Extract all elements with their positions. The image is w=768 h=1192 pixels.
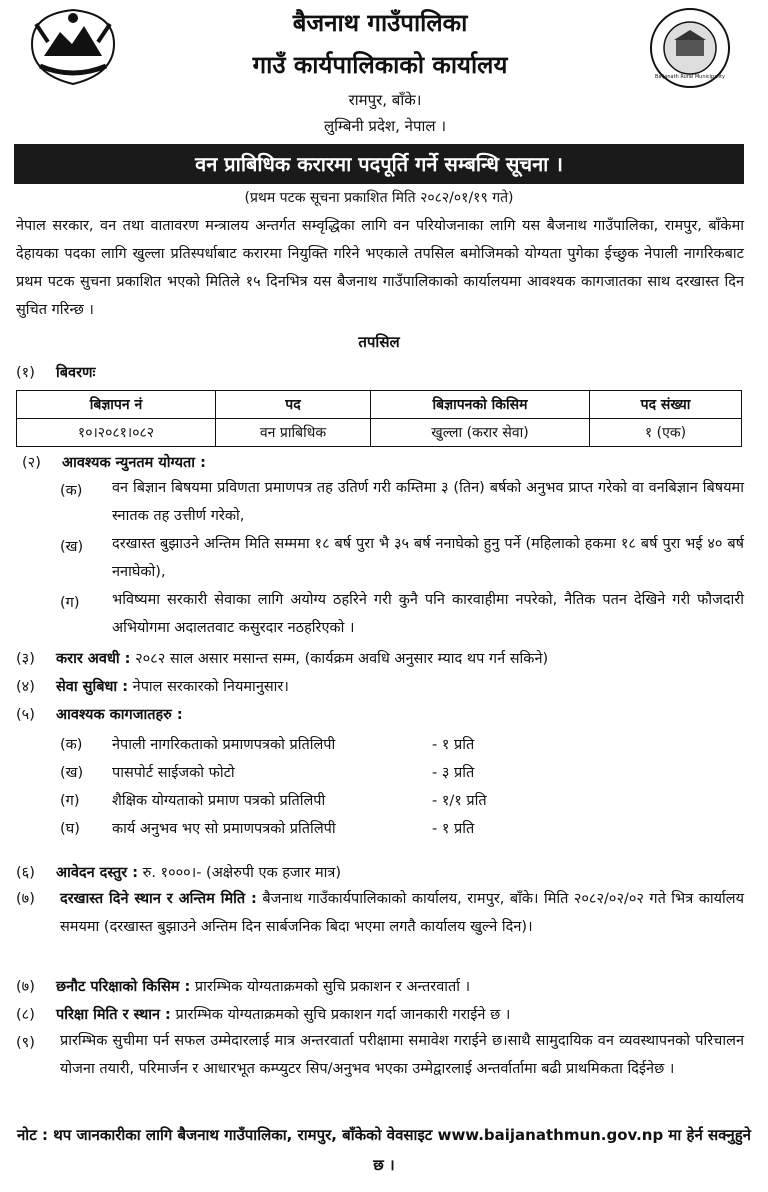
- table-header-row: [17, 391, 742, 419]
- doc-key: (ख): [60, 765, 84, 781]
- col-header: पद: [216, 391, 371, 419]
- nepal-emblem-logo: [22, 4, 124, 90]
- item-text: भविष्यमा सरकारी सेवाका लागि अयोग्य ठहरिने गरी कुनै पनि कारवाहीमा नपरेको, नैतिक पतन देखिने गरी फौजदारी अभियोगमा अदालतवाट कसुरदार नठहरिएको ।: [112, 592, 744, 636]
- section-number: (२): [22, 455, 41, 471]
- office-name: बैजनाथ गाउँपालिका: [292, 9, 468, 37]
- doc-qty: - १ प्रति: [432, 821, 475, 837]
- seal-text: Baijanath Rural Municipality: [655, 74, 725, 80]
- section-number: (७): [16, 979, 35, 995]
- vacancy-table: [16, 390, 742, 447]
- section-title: आवश्यक न्युनतम योग्यता :: [62, 455, 206, 471]
- section-2: [22, 452, 750, 474]
- section-number: (५): [16, 707, 35, 723]
- section-label: छनौट परिक्षाको किसिम :: [56, 979, 191, 995]
- section-label: सेवा सुबिधा :: [56, 679, 129, 695]
- table-cell: वन प्राबिधिक: [216, 419, 371, 447]
- doc-qty: - १/१ प्रति: [432, 793, 487, 809]
- section-number: (१): [16, 365, 35, 381]
- publish-date: (प्रथम पटक सूचना प्रकाशित मिति २०८२/०१/१९ गते): [244, 190, 514, 206]
- schedule-heading: तपसिल: [358, 333, 400, 351]
- item-text: वन बिज्ञान बिषयमा प्रविणता प्रमाणपत्र तह उतिर्ण गरी कम्तिमा ३ (तिन) बर्षको अनुभव प्राप्त गरेको वा वनबिज्ञान बिषयमा स्नातक तह उत्तीर्ण गरेको,: [112, 480, 744, 524]
- doc-key: (क): [60, 737, 83, 753]
- section-label: आवेदन दस्तुर :: [56, 865, 139, 881]
- footer-note: नोट : थप जानकारीका लागि बैजनाथ गाउँपालिका, रामपुर, बाँकेको वेवसाइट www.baijanathmun.gov.np मा हेर्न सक्नुहुने छ ।: [16, 1126, 751, 1174]
- doc-name: पासपोर्ट साईजको फोटो: [112, 765, 235, 781]
- section-7-selection: [16, 976, 744, 998]
- item-key: (ग): [60, 595, 80, 611]
- section-8: [16, 1004, 744, 1026]
- item-text: दरखास्त बुझाउने अन्तिम मिति सम्ममा १८ बर्ष पुरा भै ३५ बर्ष ननाघेको हुनु पर्ने (महिलाको हकमा १८ बर्ष पुरा भई ४० बर्ष ननाघेको),: [112, 536, 744, 580]
- section-text: बैजनाथ गाउँकार्यपालिकाको कार्यालय, रामपुर, बाँके। मिति २०८२/०२/०२ गते भित्र कार्यालय समयमा (दरखास्त बुझाउने अन्तिम दिन सार्बजनिक बिदा भएमा लगतै कार्यालय खुल्ने दिन)।: [60, 891, 744, 935]
- section-7-apply-text: [60, 885, 744, 941]
- section-text: नेपाल सरकारको नियमानुसार।: [132, 679, 289, 695]
- table-row: [17, 419, 742, 447]
- section-number: (३): [16, 651, 35, 667]
- item-key: (ख): [60, 539, 84, 555]
- doc-qty: - ३ प्रति: [432, 765, 475, 781]
- doc-key: (घ): [60, 821, 80, 837]
- section-text: प्रारम्भिक योग्यताक्रमको सुचि प्रकाशन गर्दा जानकारी गराईने छ ।: [175, 1007, 511, 1023]
- col-header: पद संख्या: [590, 391, 742, 419]
- col-header: बिज्ञापन नं: [17, 391, 216, 419]
- section-label: दरखास्त दिने स्थान र अन्तिम मिति :: [60, 891, 257, 907]
- section-text: प्रारम्भिक योग्यताक्रमको सुचि प्रकाशन र अन्तरवार्ता ।: [194, 979, 471, 995]
- intro-paragraph: नेपाल सरकार, वन तथा वातावरण मन्त्रालय अन्तर्गत सम्वृद्धिका लागि वन परियोजनाका लागि यस बैजनाथ गाउँपालिका, रामपुर, बाँकेमा देहायका पदका लागि खुल्ला प्रतिस्पर्धाबाट करारमा नियुक्ति गरिने भएकाले तपसिल बमोजिमको योग्यता पुगेका ईच्छुक नेपाली नागरिकबाट प्रथम पटक सुचना प्रकाशित भएको मितिले १५ दिनभित्र यस बैजनाथ गाउँपालिकाको कार्यालयमा आवश्यक कागजातका साथ दरखास्त दिन सुचित गरिन्छ ।: [16, 218, 744, 318]
- section-number: (६): [16, 865, 35, 881]
- section-number: (७): [16, 891, 35, 907]
- table-cell: १०।२०८१।०८२: [17, 419, 216, 447]
- section-label: परिक्षा मिति र स्थान :: [56, 1007, 171, 1023]
- doc-name: शैक्षिक योग्यताको प्रमाण पत्रको प्रतिलिपी: [112, 793, 326, 809]
- section-9-text: प्रारम्भिक सुचीमा पर्न सफल उम्मेदारलाई मात्र अन्तरवार्ता परीक्षामा समावेश गराईने छ।साथै सामुदायिक वन व्यवस्थापनको परिचालन योजना तयारी, परिमार्जन र आधारभूत कम्प्युटर सिप/अनुभव भएका उम्मेद्वारलाई अन्तर्वार्तामा बढी प्राथमिकता दिईनेछ ।: [60, 1033, 744, 1077]
- office-subtitle: गाउँ कार्यपालिकाको कार्यालय: [252, 51, 508, 79]
- col-header: बिज्ञापनको किसिम: [371, 391, 590, 419]
- section-6: [16, 862, 744, 884]
- address-line-1: रामपुर, बाँके।: [348, 91, 422, 109]
- section-number: (८): [16, 1007, 35, 1023]
- doc-name: नेपाली नागरिकताको प्रमाणपत्रको प्रतिलिपी: [112, 737, 336, 753]
- section-5: [16, 704, 744, 726]
- notice-title: वन प्राबिधिक करारमा पदपूर्ति गर्ने सम्बन्धि सूचना ।: [14, 144, 744, 184]
- section-text: २०८२ साल असार मसान्त सम्म, (कार्यक्रम अवधि अनुसार म्याद थप गर्न सकिने): [135, 651, 549, 667]
- section-number: (९): [16, 1035, 35, 1051]
- doc-name: कार्य अनुभव भए सो प्रमाणपत्रको प्रतिलिपी: [112, 821, 336, 837]
- doc-key: (ग): [60, 793, 80, 809]
- table-cell: खुल्ला (करार सेवा): [371, 419, 590, 447]
- section-text: रु. १०००।- (अक्षेरुपी एक हजार मात्र): [142, 865, 342, 881]
- item-key: (क): [60, 483, 83, 499]
- doc-qty: - १ प्रति: [432, 737, 475, 753]
- section-3: [16, 648, 744, 670]
- table-cell: १ (एक): [590, 419, 742, 447]
- section-1: [16, 362, 744, 384]
- section-4: [16, 676, 744, 698]
- section-number: (४): [16, 679, 35, 695]
- section-title: बिवरणः: [56, 365, 96, 381]
- section-title: आवश्यक कागजातहरु :: [56, 707, 183, 723]
- address-line-2: लुम्बिनी प्रदेश, नेपाल ।: [323, 117, 447, 135]
- section-label: करार अवधी :: [56, 651, 131, 667]
- municipality-seal-logo: [648, 6, 732, 90]
